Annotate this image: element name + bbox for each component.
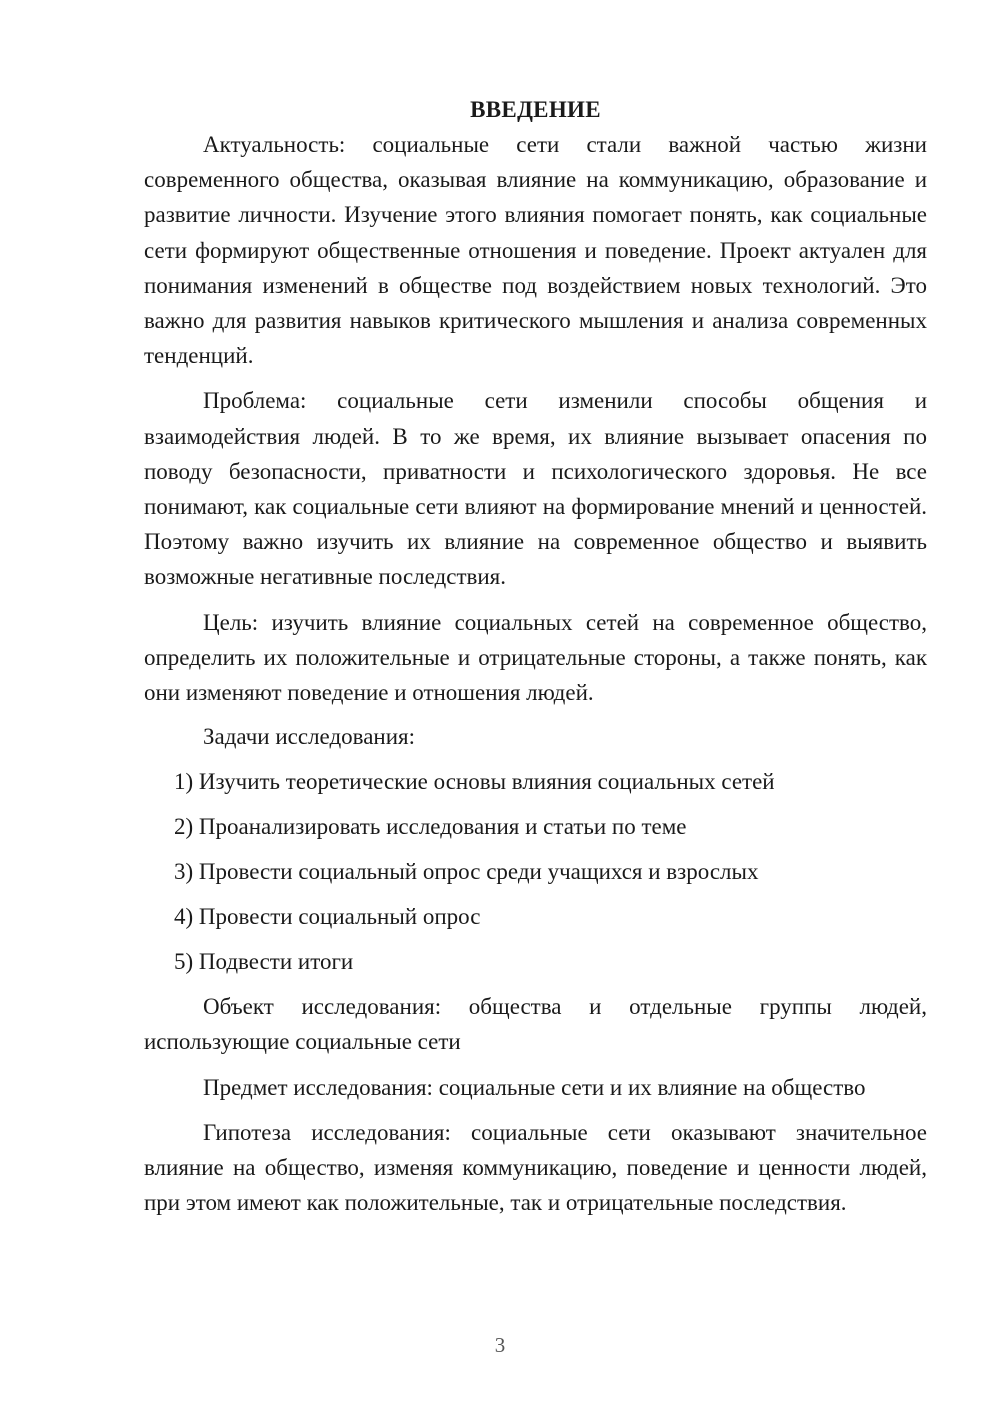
- paragraph-relevance: Актуальность: социальные сети стали важной частью жизни современного общества, оказывая влияние на коммуникацию, образование и развитие личности. Изучение этого влияния помогает понять, как социальные сети формируют общественные отношения и поведение. Проект актуален для понимания изменений в обществе под воздействием новых технологий. Это важно для развития навыков критического мышления и анализа современных тенденций.: [144, 132, 927, 369]
- task-item-5: 5) Подвести итоги: [174, 949, 354, 975]
- paragraph-subject: Предмет исследования: социальные сети и их влияние на общество: [203, 1074, 866, 1100]
- document-page: [144, 92, 927, 1220]
- page-title: ВВЕДЕНИЕ: [470, 97, 601, 122]
- paragraph-goal: Цель: изучить влияние социальных сетей на современное общество, определить их положительные и отрицательные стороны, а также понять, как они изменяют поведение и отношения людей.: [144, 609, 927, 706]
- task-list: [144, 764, 927, 979]
- paragraph-object: Объект исследования: общества и отдельные группы людей, использующие социальные сети: [144, 994, 927, 1055]
- task-item-3: 3) Провести социальный опрос среди учащихся и взрослых: [174, 859, 759, 885]
- task-item-2: 2) Проанализировать исследования и статьи по теме: [174, 814, 687, 840]
- paragraph-hypothesis: Гипотеза исследования: социальные сети оказывают значительное влияние на общество, изменяя коммуникацию, поведение и ценности людей, при этом имеют как положительные, так и отрицательные последствия.: [144, 1119, 927, 1216]
- page-number: 3: [494, 1333, 506, 1357]
- paragraph-problem: Проблема: социальные сети изменили способы общения и взаимодействия людей. В то же время, их влияние вызывает опасения по поводу безопасности, приватности и психологического здоровья. Не все понимают, как социальные сети влияют на формирование мнений и ценностей. Поэтому важно изучить их влияние на современное общество и выявить возможные негативные последствия.: [144, 388, 927, 590]
- tasks-heading: Задачи исследования:: [203, 724, 416, 750]
- task-item-1: 1) Изучить теоретические основы влияния социальных сетей: [174, 769, 775, 795]
- task-item-4: 4) Провести социальный опрос: [174, 904, 481, 930]
